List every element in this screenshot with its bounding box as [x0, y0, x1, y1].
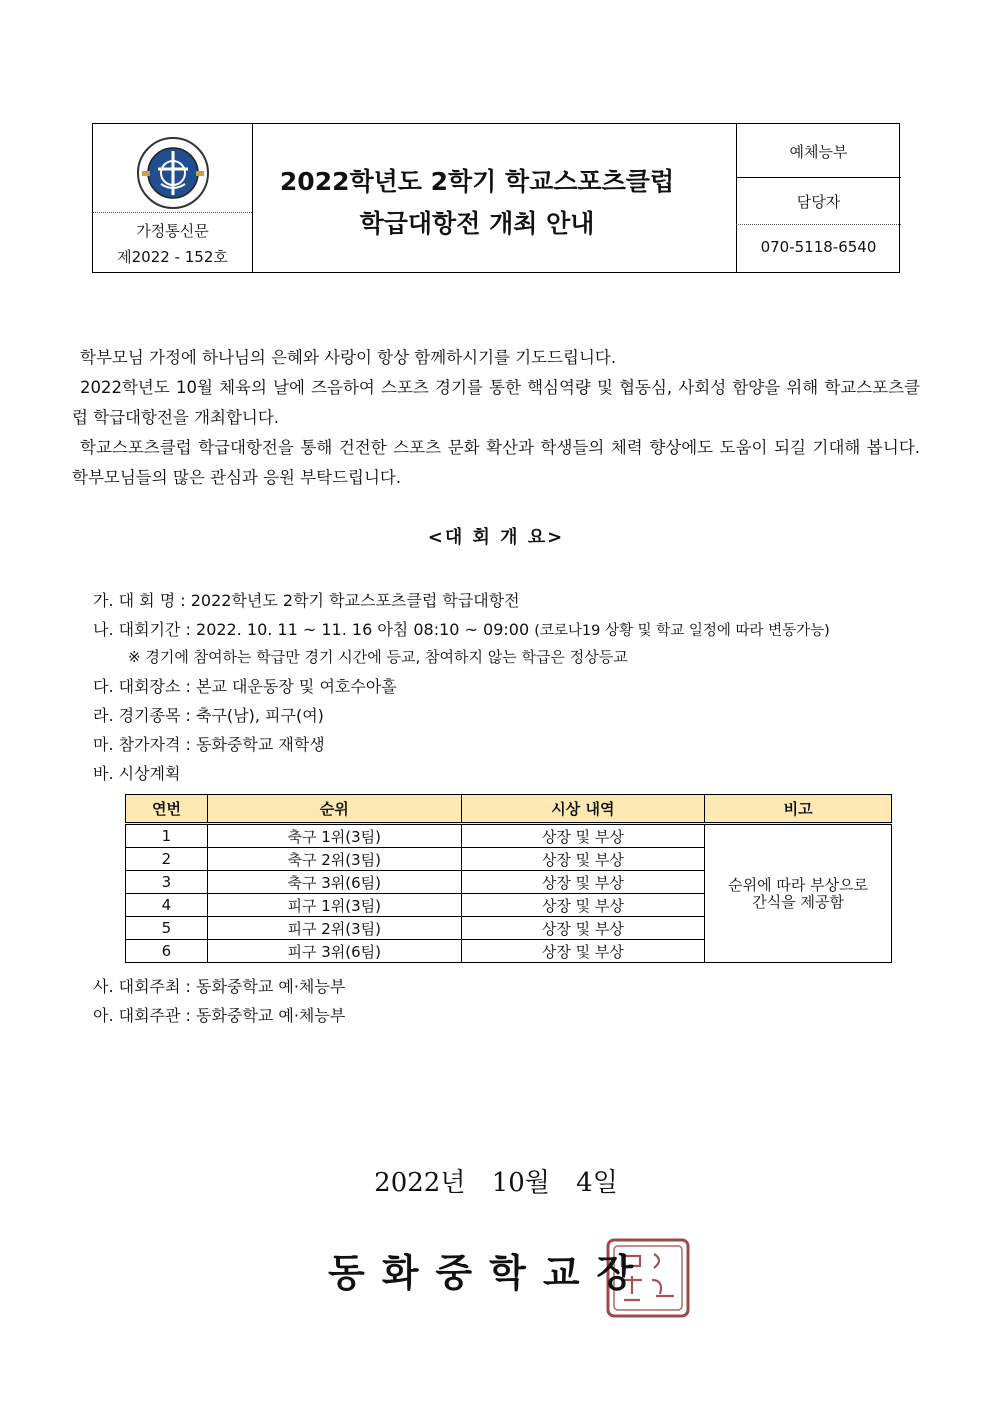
doc-type: 가정통신문: [136, 222, 209, 240]
school-logo-icon: [136, 136, 210, 210]
cell-number: 1: [126, 824, 208, 848]
cell-award: 상장 및 부상: [461, 940, 705, 963]
divider: [736, 177, 901, 178]
cell-award: 상장 및 부상: [461, 917, 705, 940]
overview-item-awards: 바. 시상계획: [93, 764, 181, 783]
page-title-line2: 학급대항전 개최 안내: [359, 209, 595, 238]
page-title-line1: 2022학년도 2학기 학교스포츠클럽: [279, 167, 675, 196]
section-title: <대 회 개 요>: [427, 527, 565, 548]
column-header: 비고: [705, 795, 892, 824]
overview-item-note: ※ 경기에 참여하는 학급만 경기 시간에 등교, 참여하지 않는 학급은 정상등교: [128, 648, 628, 666]
divider: [736, 224, 901, 225]
overview-item-organizer: 아. 대회주관 : 동화중학교 예·체능부: [93, 1006, 346, 1025]
column-header: 순위: [207, 795, 461, 824]
doc-number: 제2022 - 152호: [117, 248, 228, 266]
cell-number: 4: [126, 894, 208, 917]
purpose-paragraph: 2022학년도 10월 체육의 날에 즈음하여 스포츠 경기를 통한 핵심역량 및 협동심, 사회성 함양을 위해 학교스포츠클럽 학급대항전을 개최합니다.: [72, 378, 920, 427]
phone-number: 070-5118-6540: [760, 238, 877, 256]
cell-award: 상장 및 부상: [461, 871, 705, 894]
cell-rank: 축구 2위(3팀): [207, 848, 461, 871]
overview-item-sport: 라. 경기종목 : 축구(남), 피구(여): [93, 706, 324, 725]
cell-award: 상장 및 부상: [461, 824, 705, 848]
period-note: (코로나19 상황 및 학교 일정에 따라 변동가능): [534, 623, 830, 639]
overview-item-eligibility: 마. 참가자격 : 동화중학교 재학생: [93, 735, 325, 754]
cell-rank: 피구 2위(3팀): [207, 917, 461, 940]
cell-note: [705, 824, 892, 963]
cell-award: 상장 및 부상: [461, 894, 705, 917]
person-label: 담당자: [796, 193, 841, 211]
cell-rank: 피구 3위(6팀): [207, 940, 461, 963]
prize-table: [125, 794, 892, 963]
note-line: 간식을 제공함: [752, 892, 844, 911]
overview-item-name: 가. 대 회 명 : 2022학년도 2학기 학교스포츠클럽 학급대항전: [93, 591, 520, 610]
column-header: 연번: [126, 795, 208, 824]
greeting-paragraph: 학부모님 가정에 하나님의 은혜와 사랑이 항상 함께하시기를 기도드립니다.: [80, 348, 617, 367]
cell-rank: 축구 3위(6팀): [207, 871, 461, 894]
cell-number: 3: [126, 871, 208, 894]
overview-item-host: 사. 대회주최 : 동화중학교 예·체능부: [93, 977, 346, 996]
cell-rank: 축구 1위(3팀): [207, 824, 461, 848]
cell-number: 2: [126, 848, 208, 871]
cell-number: 6: [126, 940, 208, 963]
overview-item-venue: 다. 대회장소 : 본교 대운동장 및 여호수아홀: [93, 677, 397, 696]
table-header-row: [126, 795, 892, 824]
note-line: 순위에 따라 부상으로: [728, 875, 869, 894]
dept-label: 예체능부: [789, 143, 848, 161]
table-row: [126, 824, 892, 848]
divider: [93, 212, 252, 213]
cell-number: 5: [126, 917, 208, 940]
cell-rank: 피구 1위(3팀): [207, 894, 461, 917]
cell-award: 상장 및 부상: [461, 848, 705, 871]
closing-paragraph: 학교스포츠클럽 학급대항전을 통해 건전한 스포츠 문화 확산과 학생들의 체력 향상에도 도움이 되길 기대해 봅니다. 학부모님들의 많은 관심과 응원 부탁드립니다.: [72, 438, 920, 487]
column-header: 시상 내역: [461, 795, 705, 824]
period-text: 나. 대회기간 : 2022. 10. 11 ~ 11. 16 아침 08:10 ~ 09:00: [93, 620, 530, 639]
document-date: 2022년 10월 4일: [374, 1168, 618, 1198]
school-name-signature: 동화중학교장: [328, 1251, 651, 1295]
header-table: [92, 123, 900, 273]
divider: [252, 124, 253, 272]
overview-item-period: [93, 617, 830, 640]
